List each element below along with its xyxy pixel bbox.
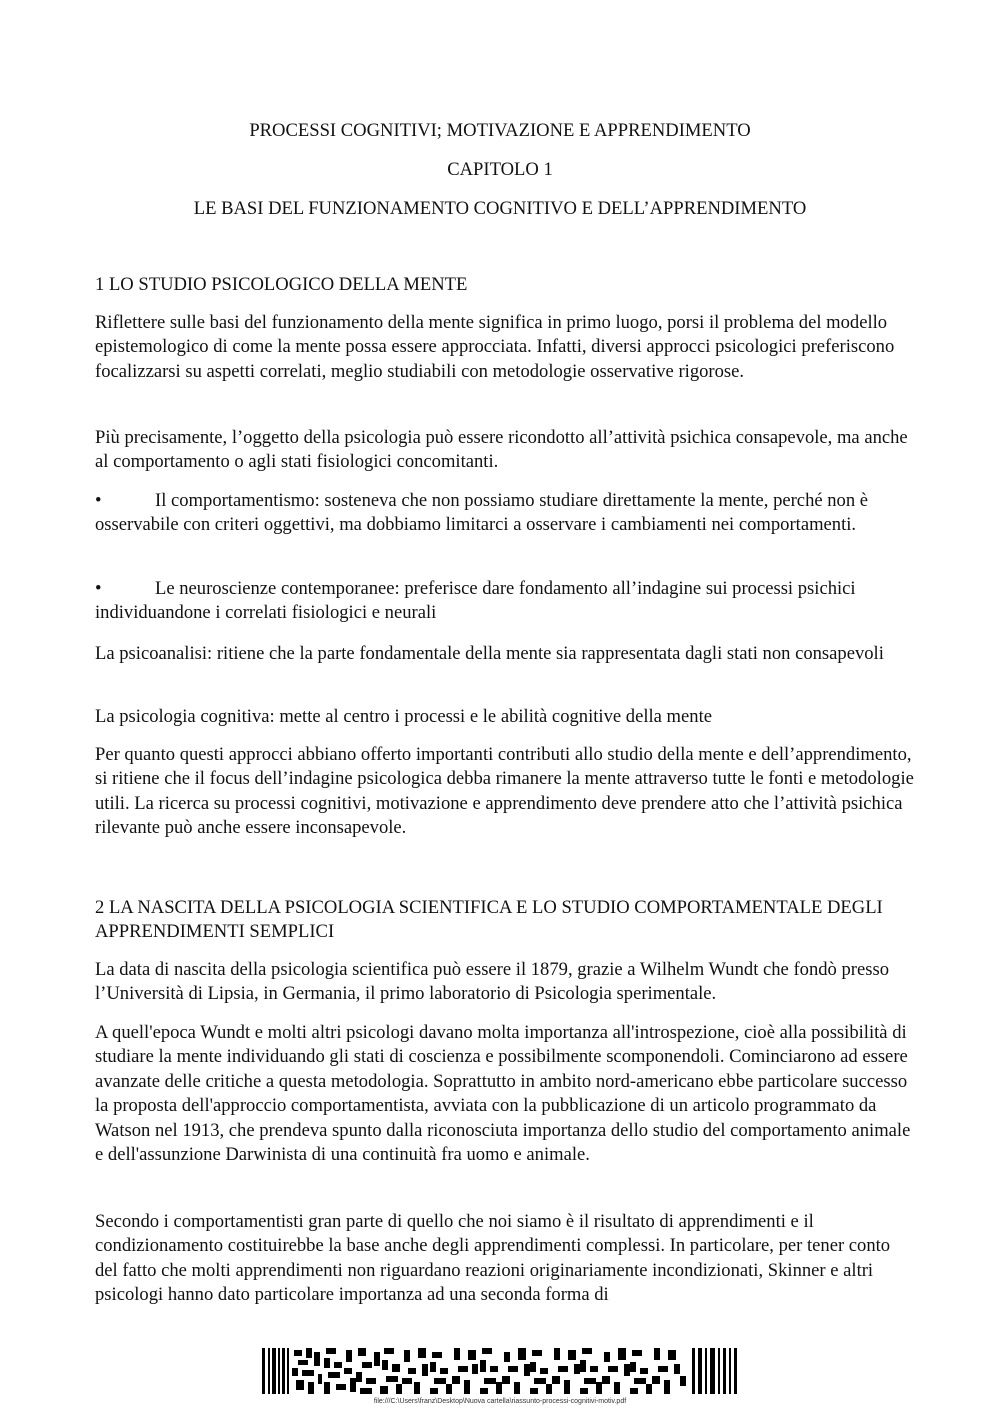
bullet-item-behaviorism [95,489,915,538]
section-2-paragraph-2: A quell'epoca Wundt e molti altri psicologi davano molta importanza all'introspezione, cioè alla possibilità di studiare la mente individuando gli stati di coscienza e possibilmente scomponendoli. Cominciarono ad essere avanzate delle critiche a questa metodologia. Soprattutto in ambito nord-americano ebbe particolare successo la proposta dell'approccio comportamentista, avviata con la pubblicazione di un articolo programmato da Watson nel 1913, che prendeva spunto dalla riconosciuta importanza dello studio del comportamento animale e dell'assunzione Darwinista di una continuità fra uomo e animale. [95,1022,911,1166]
footer-file-path: file:///C:\Users\franz\Desktop\Nuova cartella\riassunto-processi-cognitivi-motiv.pdf [373,1398,627,1405]
bullet-text: Il comportamentismo: sosteneva che non possiamo studiare direttamente la mente, perché non è osservabile con criteri oggettivi, ma dobbiamo limitarci a osservare i cambiamenti nei comportamenti. [95,490,869,536]
section-2-paragraph-3: Secondo i comportamentisti gran parte di quello che noi siamo è il risultato di apprendimenti e il condizionamento costituirebbe la base anche degli apprendimenti complessi. In particolare, per tener conto del fatto che molti apprendimenti non riguardano reazioni originariamente incondizionati, Skinner e altri psicologi hanno dato particolare importanza ad una seconda forma di [95,1211,891,1306]
section-1-paragraph-cognitive: La psicologia cognitiva: mette al centro i processi e le abilità cognitive della mente [95,706,712,727]
chapter-label: CAPITOLO 1 [447,159,553,180]
document-title: PROCESSI COGNITIVI; MOTIVAZIONE E APPRENDIMENTO [249,120,751,141]
section-1-paragraph-1: Riflettere sulle basi del funzionamento della mente significa in primo luogo, porsi il problema del modello epistemologico di come la mente possa essere approcciata. Infatti, diversi approcci psicologici preferiscono focalizzarsi su aspetti correlati, meglio studiabili con metodologie osservative rigorose. [95,312,895,382]
section-2-paragraph-1: La data di nascita della psicologia scientifica può essere il 1879, grazie a Wilhelm Wundt che fondò presso l’Università di Lipsia, in Germania, il primo laboratorio di Psicologia sperimentale. [95,959,889,1005]
bullet-mark: • [95,490,102,511]
section-1-heading: 1 LO STUDIO PSICOLOGICO DELLA MENTE [95,274,468,295]
barcode-graphic [262,1348,740,1394]
section-2-heading: 2 LA NASCITA DELLA PSICOLOGIA SCIENTIFICA E LO STUDIO COMPORTAMENTALE DEGLI APPRENDIMENTI SEMPLICI [95,897,883,942]
section-1-paragraph-conclusion: Per quanto questi approcci abbiano offerto importanti contributi allo studio della mente e dell’apprendimento, si ritiene che il focus dell’indagine psicologica debba rimanere la mente attraverso tutte le fonti e metodologie utili. La ricerca su processi cognitivi, motivazione e apprendimento deve prendere atto che l’attività psichica rilevante può anche essere inconsapevole. [95,744,914,839]
bullet-item-neuroscience [95,577,915,626]
section-1-paragraph-2: Più precisamente, l’oggetto della psicologia può essere ricondotto all’attività psichica consapevole, ma anche al comportamento o agli stati fisiologici concomitanti. [95,427,908,473]
section-1-paragraph-psychoanalysis: La psicoanalisi: ritiene che la parte fondamentale della mente sia rappresentata dagli stati non consapevoli [95,643,884,664]
bullet-text: Le neuroscienze contemporanee: preferisce dare fondamento all’indagine sui processi psichici individuandone i correlati fisiologici e neurali [95,578,856,624]
bullet-mark: • [95,578,102,599]
chapter-subtitle: LE BASI DEL FUNZIONAMENTO COGNITIVO E DELL’APPRENDIMENTO [193,198,807,219]
